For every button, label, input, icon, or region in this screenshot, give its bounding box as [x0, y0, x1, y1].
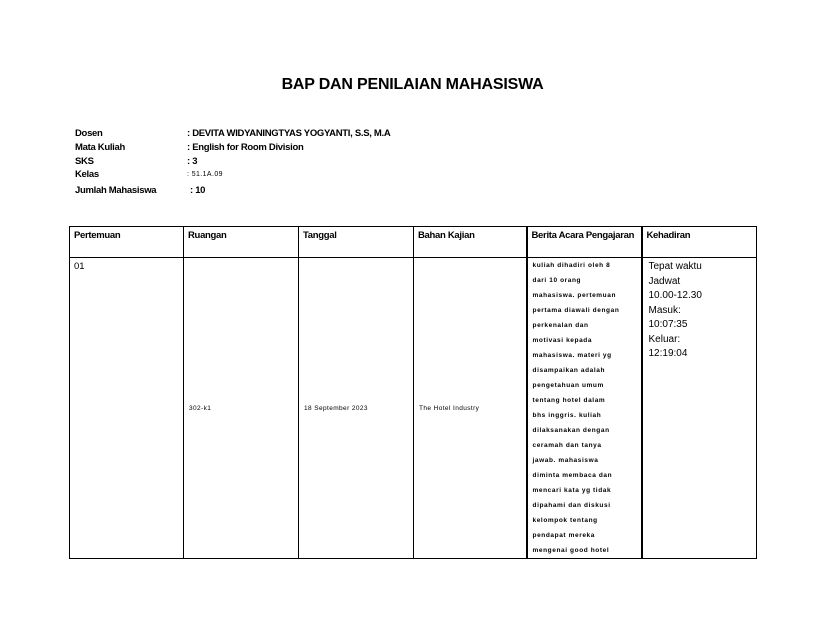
kelas-value: : 51.1A.09: [187, 171, 223, 178]
berita-line: mencari kata yg tidak: [532, 487, 612, 494]
berita-line: bhs inggris. kuliah: [532, 412, 602, 419]
jumlah-mahasiswa-label: Jumlah Mahasiswa: [75, 185, 157, 196]
dosen-label: Dosen: [75, 128, 103, 139]
kehadiran-line: Tepat waktu: [648, 261, 702, 272]
header-tanggal: Tanggal: [299, 227, 414, 258]
berita-line: mengenai good hotel: [532, 547, 610, 554]
berita-line: mahasiswa. pertemuan: [532, 292, 617, 299]
berita-line: dilaksanakan dengan: [532, 427, 610, 434]
cell-bahan-kajian: The Hotel Industry: [414, 258, 527, 559]
berita-line: kelompok tentang: [532, 517, 598, 524]
header-kehadiran: Kehadiran: [642, 227, 757, 258]
kehadiran-line: 12:19:04: [648, 348, 688, 359]
berita-line: mahasiswa. materi yg: [532, 352, 612, 359]
cell-pertemuan: 01: [70, 258, 184, 559]
kehadiran-line: Masuk:: [648, 304, 681, 316]
kehadiran-line: Keluar:: [648, 333, 681, 345]
jumlah-mahasiswa-value: : 10: [190, 185, 206, 196]
bap-table: [69, 226, 757, 559]
berita-line: perkenalan dan: [532, 322, 589, 329]
sks-value: : 3: [187, 156, 198, 167]
berita-line: tentang hotel dalam: [532, 397, 606, 404]
header-pertemuan: Pertemuan: [70, 227, 184, 258]
table-row: [70, 258, 757, 559]
kehadiran-line: 10.00-12.30: [648, 290, 702, 301]
cell-tanggal: 18 September 2023: [299, 258, 414, 559]
berita-line: dari 10 orang: [532, 277, 582, 284]
mata-kuliah-value: : English for Room Division: [187, 142, 304, 153]
berita-line: disampaikan adalah: [532, 367, 606, 374]
mata-kuliah-label: Mata Kuliah: [75, 142, 126, 153]
document-title: BAP DAN PENILAIAN MAHASISWA: [281, 76, 544, 93]
berita-line: dipahami dan diskusi: [532, 502, 611, 509]
berita-line: kuliah dihadiri oleh 8: [532, 262, 611, 269]
cell-ruangan: 302-k1: [184, 258, 299, 559]
berita-line: ceramah dan tanya: [532, 442, 602, 449]
berita-line: pertama diawali dengan: [532, 307, 620, 314]
kehadiran-line: Jadwat: [648, 275, 681, 287]
header-bahan-kajian: Bahan Kajian: [414, 227, 527, 258]
berita-line: diminta membaca dan: [532, 472, 613, 479]
cell-berita-acara: [527, 258, 642, 559]
table-header-row: [70, 227, 757, 258]
header-berita-acara: Berita Acara Pengajaran: [527, 227, 642, 258]
cell-kehadiran: [642, 258, 757, 559]
berita-line: motivasi kepada: [532, 337, 593, 344]
dosen-value: : DEVITA WIDYANINGTYAS YOGYANTI, S.S, M.A: [187, 128, 391, 139]
sks-label: SKS: [75, 156, 94, 167]
kehadiran-line: 10:07:35: [648, 319, 688, 330]
kelas-label: Kelas: [75, 169, 99, 180]
header-ruangan: Ruangan: [184, 227, 299, 258]
berita-line: jawab. mahasiswa: [532, 457, 599, 464]
berita-line: pendapat mereka: [532, 532, 595, 539]
berita-line: pengetahuan umum: [532, 382, 604, 389]
